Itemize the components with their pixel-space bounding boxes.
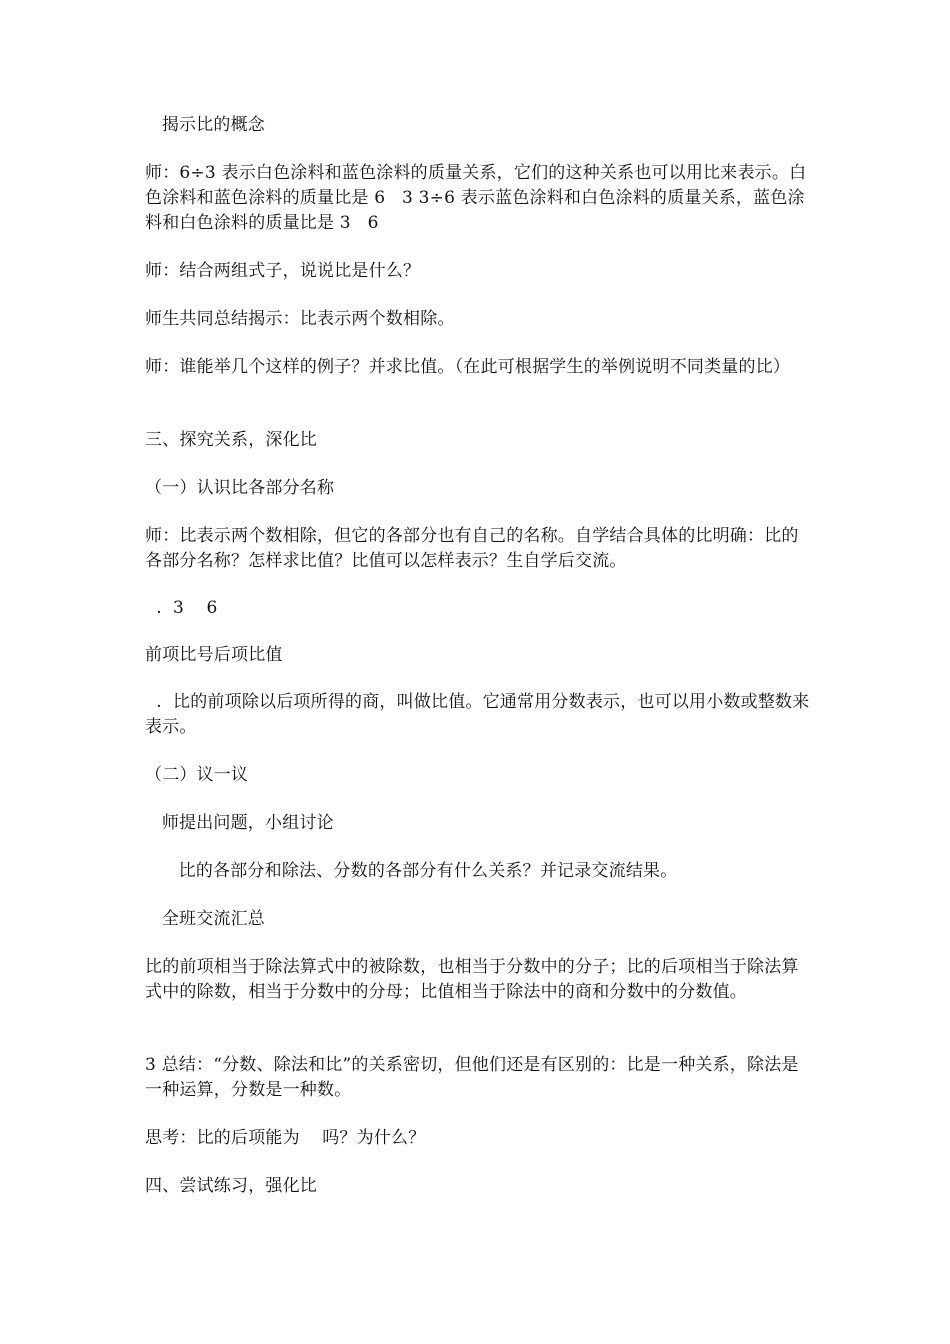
paragraph-self-study: 师：比表示两个数相除，但它的各部分也有自己的名称。自学结合具体的比明确：比的各部分名称？怎样求比值？比值可以怎样表示？生自学后交流。 bbox=[145, 526, 799, 571]
paragraph-examples: 师：谁能举几个这样的例子？并求比值。（在此可根据学生的举例说明不同类量的比） bbox=[145, 357, 791, 377]
ratio-example: . 3 6 bbox=[145, 598, 218, 618]
paragraph-relationship-question: 比的各部分和除法、分数的各部分有什么关系？并记录交流结果。 bbox=[145, 861, 678, 881]
subsection-heading-parts: （一）认识比各部分名称 bbox=[145, 478, 335, 498]
paragraph-conclusion: 3 总结：“分数、除法和比”的关系密切，但他们还是有区别的：比是一种关系，除法是一种运算，分数是一种数。 bbox=[145, 1055, 799, 1100]
section-heading-explore: 三、探究关系，深化比 bbox=[145, 430, 317, 450]
paragraph-think: 思考：比的后项能为 吗？为什么？ bbox=[145, 1128, 426, 1148]
ratio-part-names: 前项比号后项比值 bbox=[145, 645, 283, 665]
paragraph-teacher-question: 师：结合两组式子，说说比是什么？ bbox=[145, 261, 421, 281]
paragraph-class-summary: 全班交流汇总 bbox=[145, 909, 266, 929]
paragraph-ratio-value-definition: . 比的前项除以后项所得的商，叫做比值。它通常用分数表示，也可以用小数或整数来表示。 bbox=[145, 692, 810, 737]
paragraph-teacher-explanation: 师：6÷3 表示白色涂料和蓝色涂料的质量关系，它们的这种关系也可以用比来表示。白色涂料和蓝色涂料的质量比是 6 3 3÷6 表示蓝色涂料和白色涂料的质量关系，蓝色涂料和白色涂料的质量比是 3 6 bbox=[145, 163, 807, 233]
section-heading-practice: 四、尝试练习，强化比 bbox=[145, 1176, 317, 1196]
subsection-heading-discuss: （二）议一议 bbox=[145, 765, 249, 785]
paragraph-group-discussion: 师提出问题，小组讨论 bbox=[145, 813, 334, 833]
paragraph-summary: 师生共同总结揭示：比表示两个数相除。 bbox=[145, 309, 455, 329]
paragraph-correspondence: 比的前项相当于除法算式中的被除数，也相当于分数中的分子；比的后项相当于除法算式中的除数，相当于分数中的分母；比值相当于除法中的商和分数中的分数值。 bbox=[145, 957, 799, 1002]
section-heading-reveal-concept: 揭示比的概念 bbox=[145, 115, 266, 135]
